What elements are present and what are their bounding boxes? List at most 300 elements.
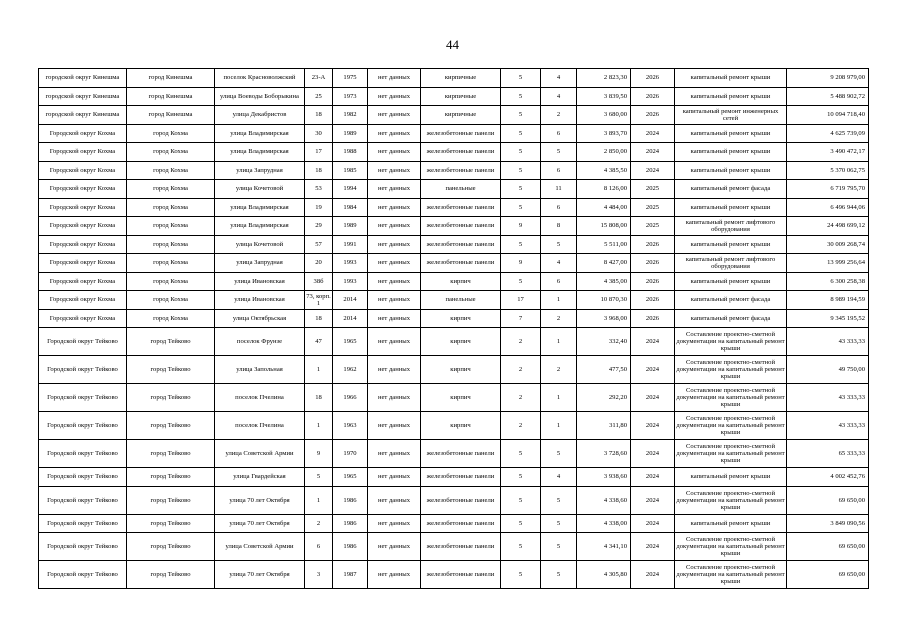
- floors-cell: 5: [501, 486, 541, 514]
- cost-cell: 6 496 944,06: [787, 198, 869, 217]
- area-cell: 2 823,30: [577, 69, 631, 88]
- floors-cell: 5: [501, 124, 541, 143]
- locality-cell: город Тейково: [127, 533, 215, 561]
- municipality-cell: Городской округ Кохма: [39, 272, 127, 291]
- locality-cell: город Тейково: [127, 356, 215, 384]
- year-built-cell: 1985: [333, 161, 368, 180]
- year-commissioned-cell: нет данных: [368, 69, 421, 88]
- street-cell: поселок Пчелина: [215, 384, 305, 412]
- work-type-cell: Составление проектно-сметной документации на капитальный ремонт крыши: [675, 328, 787, 356]
- street-cell: улица Советской Армии: [215, 533, 305, 561]
- plan-year-cell: 2024: [631, 514, 675, 533]
- street-cell: улица 70 лет Октября: [215, 514, 305, 533]
- municipality-cell: Городской округ Кохма: [39, 291, 127, 310]
- locality-cell: город Кохма: [127, 254, 215, 273]
- house-number-cell: 18: [305, 106, 333, 125]
- municipality-cell: городской округ Кинешма: [39, 69, 127, 88]
- plan-year-cell: 2026: [631, 106, 675, 125]
- year-built-cell: 1989: [333, 124, 368, 143]
- year-commissioned-cell: нет данных: [368, 235, 421, 254]
- municipality-cell: Городской округ Тейково: [39, 356, 127, 384]
- plan-year-cell: 2026: [631, 69, 675, 88]
- locality-cell: город Кинешма: [127, 106, 215, 125]
- wall-material-cell: железобетонные панели: [421, 514, 501, 533]
- municipality-cell: Городской округ Кохма: [39, 180, 127, 199]
- floors-cell: 5: [501, 143, 541, 162]
- house-number-cell: 18: [305, 309, 333, 328]
- floors-cell: 5: [501, 161, 541, 180]
- cost-cell: 13 999 256,64: [787, 254, 869, 273]
- house-number-cell: 1: [305, 356, 333, 384]
- year-commissioned-cell: нет данных: [368, 254, 421, 273]
- cost-cell: 9 208 979,00: [787, 69, 869, 88]
- year-built-cell: 1994: [333, 180, 368, 199]
- table-row: [39, 291, 869, 310]
- street-cell: улица Декабристов: [215, 106, 305, 125]
- plan-year-cell: 2026: [631, 254, 675, 273]
- street-cell: улица Запольная: [215, 356, 305, 384]
- municipality-cell: Городской округ Кохма: [39, 198, 127, 217]
- area-cell: 3 680,00: [577, 106, 631, 125]
- year-commissioned-cell: нет данных: [368, 291, 421, 310]
- year-built-cell: 1988: [333, 143, 368, 162]
- year-built-cell: 1989: [333, 217, 368, 236]
- street-cell: улица Владимирская: [215, 217, 305, 236]
- table-row: [39, 106, 869, 125]
- area-cell: 4 385,00: [577, 272, 631, 291]
- work-type-cell: Составление проектно-сметной документации на капитальный ремонт крыши: [675, 561, 787, 589]
- wall-material-cell: железобетонные панели: [421, 254, 501, 273]
- year-commissioned-cell: нет данных: [368, 180, 421, 199]
- floors-cell: 5: [501, 440, 541, 468]
- year-built-cell: 2014: [333, 291, 368, 310]
- year-built-cell: 1984: [333, 198, 368, 217]
- area-cell: 3 938,60: [577, 468, 631, 487]
- floors-cell: 5: [501, 561, 541, 589]
- cost-cell: 10 094 718,40: [787, 106, 869, 125]
- locality-cell: город Кинешма: [127, 87, 215, 106]
- house-number-cell: 17: [305, 143, 333, 162]
- year-commissioned-cell: нет данных: [368, 161, 421, 180]
- house-number-cell: 38б: [305, 272, 333, 291]
- work-type-cell: капитальный ремонт крыши: [675, 143, 787, 162]
- plan-year-cell: 2026: [631, 272, 675, 291]
- year-commissioned-cell: нет данных: [368, 106, 421, 125]
- work-type-cell: Составление проектно-сметной документации на капитальный ремонт крыши: [675, 384, 787, 412]
- cost-cell: 6 300 258,38: [787, 272, 869, 291]
- table-row: [39, 87, 869, 106]
- year-built-cell: 1982: [333, 106, 368, 125]
- table-row: [39, 561, 869, 589]
- house-number-cell: 1: [305, 486, 333, 514]
- entrances-cell: 8: [541, 217, 577, 236]
- municipality-cell: Городской округ Тейково: [39, 486, 127, 514]
- year-built-cell: 1965: [333, 468, 368, 487]
- table-row: [39, 235, 869, 254]
- municipality-cell: Городской округ Кохма: [39, 235, 127, 254]
- entrances-cell: 6: [541, 272, 577, 291]
- cost-cell: 69 650,00: [787, 561, 869, 589]
- year-built-cell: 1970: [333, 440, 368, 468]
- plan-year-cell: 2024: [631, 356, 675, 384]
- floors-cell: 5: [501, 106, 541, 125]
- floors-cell: 5: [501, 514, 541, 533]
- cost-cell: 4 002 452,76: [787, 468, 869, 487]
- municipality-cell: Городской округ Кохма: [39, 217, 127, 236]
- locality-cell: город Кохма: [127, 291, 215, 310]
- year-commissioned-cell: нет данных: [368, 143, 421, 162]
- work-type-cell: капитальный ремонт инженерных сетей: [675, 106, 787, 125]
- locality-cell: город Тейково: [127, 384, 215, 412]
- work-type-cell: капитальный ремонт крыши: [675, 468, 787, 487]
- street-cell: поселок Фрунзе: [215, 328, 305, 356]
- table-row: [39, 272, 869, 291]
- page-number: 44: [446, 37, 459, 52]
- year-commissioned-cell: нет данных: [368, 272, 421, 291]
- year-built-cell: 1993: [333, 272, 368, 291]
- year-commissioned-cell: нет данных: [368, 124, 421, 143]
- house-number-cell: 19: [305, 198, 333, 217]
- locality-cell: город Кохма: [127, 180, 215, 199]
- street-cell: улица Ивановская: [215, 272, 305, 291]
- table-row: [39, 254, 869, 273]
- entrances-cell: 6: [541, 198, 577, 217]
- wall-material-cell: кирпич: [421, 384, 501, 412]
- area-cell: 4 341,10: [577, 533, 631, 561]
- table-row: [39, 384, 869, 412]
- entrances-cell: 1: [541, 328, 577, 356]
- cost-cell: 43 333,33: [787, 384, 869, 412]
- street-cell: улица Владимирская: [215, 143, 305, 162]
- floors-cell: 5: [501, 180, 541, 199]
- street-cell: улица Запрудная: [215, 161, 305, 180]
- work-type-cell: Составление проектно-сметной документации на капитальный ремонт крыши: [675, 486, 787, 514]
- plan-year-cell: 2024: [631, 561, 675, 589]
- area-cell: 15 808,00: [577, 217, 631, 236]
- housing-register-table: [38, 68, 869, 589]
- municipality-cell: городской округ Кинешма: [39, 106, 127, 125]
- year-commissioned-cell: нет данных: [368, 309, 421, 328]
- work-type-cell: капитальный ремонт фасада: [675, 180, 787, 199]
- locality-cell: город Кохма: [127, 143, 215, 162]
- street-cell: улица Кочетовой: [215, 180, 305, 199]
- wall-material-cell: кирпич: [421, 412, 501, 440]
- house-number-cell: 3: [305, 561, 333, 589]
- municipality-cell: Городской округ Тейково: [39, 514, 127, 533]
- entrances-cell: 2: [541, 106, 577, 125]
- municipality-cell: Городской округ Кохма: [39, 254, 127, 273]
- work-type-cell: капитальный ремонт крыши: [675, 235, 787, 254]
- table-row: [39, 486, 869, 514]
- cost-cell: 43 333,33: [787, 412, 869, 440]
- house-number-cell: 9: [305, 440, 333, 468]
- table-row: [39, 217, 869, 236]
- entrances-cell: 5: [541, 440, 577, 468]
- floors-cell: 2: [501, 384, 541, 412]
- municipality-cell: Городской округ Тейково: [39, 384, 127, 412]
- street-cell: улица Советской Армии: [215, 440, 305, 468]
- plan-year-cell: 2024: [631, 161, 675, 180]
- cost-cell: 30 009 268,74: [787, 235, 869, 254]
- work-type-cell: Составление проектно-сметной документации на капитальный ремонт крыши: [675, 412, 787, 440]
- area-cell: 10 870,30: [577, 291, 631, 310]
- entrances-cell: 5: [541, 561, 577, 589]
- year-commissioned-cell: нет данных: [368, 217, 421, 236]
- entrances-cell: 5: [541, 486, 577, 514]
- area-cell: 8 126,00: [577, 180, 631, 199]
- entrances-cell: 1: [541, 291, 577, 310]
- wall-material-cell: кирпичные: [421, 87, 501, 106]
- house-number-cell: 29: [305, 217, 333, 236]
- floors-cell: 7: [501, 309, 541, 328]
- entrances-cell: 11: [541, 180, 577, 199]
- wall-material-cell: кирпич: [421, 356, 501, 384]
- year-built-cell: 1991: [333, 235, 368, 254]
- plan-year-cell: 2024: [631, 486, 675, 514]
- street-cell: улица Кочетовой: [215, 235, 305, 254]
- wall-material-cell: железобетонные панели: [421, 217, 501, 236]
- year-commissioned-cell: нет данных: [368, 384, 421, 412]
- wall-material-cell: железобетонные панели: [421, 486, 501, 514]
- year-commissioned-cell: нет данных: [368, 87, 421, 106]
- year-built-cell: 2014: [333, 309, 368, 328]
- work-type-cell: капитальный ремонт фасада: [675, 309, 787, 328]
- year-built-cell: 1966: [333, 384, 368, 412]
- plan-year-cell: 2024: [631, 440, 675, 468]
- entrances-cell: 4: [541, 468, 577, 487]
- year-built-cell: 1987: [333, 561, 368, 589]
- year-built-cell: 1993: [333, 254, 368, 273]
- street-cell: улица Воеводы Боборыкина: [215, 87, 305, 106]
- table-row: [39, 412, 869, 440]
- wall-material-cell: железобетонные панели: [421, 235, 501, 254]
- locality-cell: город Кинешма: [127, 69, 215, 88]
- house-number-cell: 1: [305, 412, 333, 440]
- locality-cell: город Тейково: [127, 561, 215, 589]
- floors-cell: 5: [501, 235, 541, 254]
- table-row: [39, 468, 869, 487]
- entrances-cell: 1: [541, 412, 577, 440]
- entrances-cell: 5: [541, 533, 577, 561]
- year-commissioned-cell: нет данных: [368, 533, 421, 561]
- floors-cell: 5: [501, 272, 541, 291]
- municipality-cell: Городской округ Тейково: [39, 468, 127, 487]
- house-number-cell: 5: [305, 468, 333, 487]
- work-type-cell: Составление проектно-сметной документации на капитальный ремонт крыши: [675, 533, 787, 561]
- cost-cell: 5 488 902,72: [787, 87, 869, 106]
- area-cell: 332,40: [577, 328, 631, 356]
- year-commissioned-cell: нет данных: [368, 412, 421, 440]
- wall-material-cell: железобетонные панели: [421, 124, 501, 143]
- year-commissioned-cell: нет данных: [368, 440, 421, 468]
- plan-year-cell: 2026: [631, 291, 675, 310]
- municipality-cell: Городской округ Тейково: [39, 533, 127, 561]
- cost-cell: 49 750,00: [787, 356, 869, 384]
- work-type-cell: капитальный ремонт лифтового оборудования: [675, 217, 787, 236]
- table-body: [39, 69, 869, 589]
- municipality-cell: Городской округ Кохма: [39, 143, 127, 162]
- work-type-cell: Составление проектно-сметной документации на капитальный ремонт крыши: [675, 356, 787, 384]
- floors-cell: 17: [501, 291, 541, 310]
- work-type-cell: капитальный ремонт крыши: [675, 124, 787, 143]
- cost-cell: 69 650,00: [787, 486, 869, 514]
- wall-material-cell: железобетонные панели: [421, 143, 501, 162]
- street-cell: улица Запрудная: [215, 254, 305, 273]
- plan-year-cell: 2026: [631, 309, 675, 328]
- house-number-cell: 18: [305, 161, 333, 180]
- area-cell: 8 427,00: [577, 254, 631, 273]
- wall-material-cell: железобетонные панели: [421, 468, 501, 487]
- street-cell: улица Ивановская: [215, 291, 305, 310]
- wall-material-cell: кирпич: [421, 309, 501, 328]
- entrances-cell: 6: [541, 124, 577, 143]
- plan-year-cell: 2026: [631, 235, 675, 254]
- cost-cell: 24 498 699,12: [787, 217, 869, 236]
- wall-material-cell: железобетонные панели: [421, 440, 501, 468]
- entrances-cell: 2: [541, 309, 577, 328]
- cost-cell: 3 490 472,17: [787, 143, 869, 162]
- work-type-cell: капитальный ремонт фасада: [675, 291, 787, 310]
- house-number-cell: 6: [305, 533, 333, 561]
- cost-cell: 4 625 739,09: [787, 124, 869, 143]
- work-type-cell: капитальный ремонт крыши: [675, 272, 787, 291]
- municipality-cell: Городской округ Кохма: [39, 161, 127, 180]
- municipality-cell: городской округ Кинешма: [39, 87, 127, 106]
- year-built-cell: 1963: [333, 412, 368, 440]
- cost-cell: 43 333,33: [787, 328, 869, 356]
- area-cell: 4 338,00: [577, 514, 631, 533]
- wall-material-cell: кирпич: [421, 272, 501, 291]
- wall-material-cell: железобетонные панели: [421, 533, 501, 561]
- house-number-cell: 20: [305, 254, 333, 273]
- table-row: [39, 124, 869, 143]
- work-type-cell: капитальный ремонт лифтового оборудования: [675, 254, 787, 273]
- locality-cell: город Тейково: [127, 328, 215, 356]
- plan-year-cell: 2024: [631, 468, 675, 487]
- plan-year-cell: 2024: [631, 143, 675, 162]
- locality-cell: город Кохма: [127, 198, 215, 217]
- entrances-cell: 4: [541, 254, 577, 273]
- house-number-cell: 57: [305, 235, 333, 254]
- entrances-cell: 5: [541, 514, 577, 533]
- year-built-cell: 1986: [333, 514, 368, 533]
- cost-cell: 65 333,33: [787, 440, 869, 468]
- locality-cell: город Тейково: [127, 486, 215, 514]
- house-number-cell: 47: [305, 328, 333, 356]
- municipality-cell: Городской округ Кохма: [39, 309, 127, 328]
- entrances-cell: 4: [541, 69, 577, 88]
- floors-cell: 9: [501, 254, 541, 273]
- entrances-cell: 1: [541, 384, 577, 412]
- entrances-cell: 5: [541, 235, 577, 254]
- plan-year-cell: 2025: [631, 217, 675, 236]
- house-number-cell: 23-А: [305, 69, 333, 88]
- plan-year-cell: 2025: [631, 180, 675, 199]
- floors-cell: 2: [501, 328, 541, 356]
- municipality-cell: Городской округ Тейково: [39, 561, 127, 589]
- locality-cell: город Кохма: [127, 124, 215, 143]
- work-type-cell: капитальный ремонт крыши: [675, 161, 787, 180]
- table-row: [39, 328, 869, 356]
- plan-year-cell: 2024: [631, 384, 675, 412]
- area-cell: 4 305,80: [577, 561, 631, 589]
- floors-cell: 5: [501, 69, 541, 88]
- floors-cell: 2: [501, 412, 541, 440]
- street-cell: поселок Красноволжский: [215, 69, 305, 88]
- table-row: [39, 356, 869, 384]
- floors-cell: 9: [501, 217, 541, 236]
- area-cell: 477,50: [577, 356, 631, 384]
- wall-material-cell: кирпич: [421, 328, 501, 356]
- year-built-cell: 1986: [333, 486, 368, 514]
- table-row: [39, 143, 869, 162]
- work-type-cell: капитальный ремонт крыши: [675, 87, 787, 106]
- wall-material-cell: кирпичные: [421, 69, 501, 88]
- plan-year-cell: 2024: [631, 533, 675, 561]
- locality-cell: город Кохма: [127, 161, 215, 180]
- table-row: [39, 309, 869, 328]
- locality-cell: город Кохма: [127, 309, 215, 328]
- area-cell: 292,20: [577, 384, 631, 412]
- floors-cell: 5: [501, 198, 541, 217]
- house-number-cell: 73, корп. 1: [305, 291, 333, 310]
- locality-cell: город Кохма: [127, 217, 215, 236]
- area-cell: 3 893,70: [577, 124, 631, 143]
- wall-material-cell: железобетонные панели: [421, 198, 501, 217]
- work-type-cell: Составление проектно-сметной документации на капитальный ремонт крыши: [675, 440, 787, 468]
- locality-cell: город Кохма: [127, 272, 215, 291]
- year-built-cell: 1975: [333, 69, 368, 88]
- area-cell: 2 850,00: [577, 143, 631, 162]
- wall-material-cell: кирпичные: [421, 106, 501, 125]
- floors-cell: 5: [501, 468, 541, 487]
- work-type-cell: капитальный ремонт крыши: [675, 69, 787, 88]
- year-commissioned-cell: нет данных: [368, 468, 421, 487]
- entrances-cell: 2: [541, 356, 577, 384]
- entrances-cell: 5: [541, 143, 577, 162]
- table-row: [39, 161, 869, 180]
- entrances-cell: 6: [541, 161, 577, 180]
- year-built-cell: 1965: [333, 328, 368, 356]
- cost-cell: 9 345 195,52: [787, 309, 869, 328]
- wall-material-cell: панельные: [421, 180, 501, 199]
- floors-cell: 5: [501, 87, 541, 106]
- street-cell: улица Октябрьская: [215, 309, 305, 328]
- wall-material-cell: железобетонные панели: [421, 161, 501, 180]
- cost-cell: 6 719 795,70: [787, 180, 869, 199]
- municipality-cell: Городской округ Кохма: [39, 124, 127, 143]
- cost-cell: 69 650,00: [787, 533, 869, 561]
- street-cell: улица Владимирская: [215, 124, 305, 143]
- municipality-cell: Городской округ Тейково: [39, 440, 127, 468]
- plan-year-cell: 2025: [631, 198, 675, 217]
- area-cell: 311,80: [577, 412, 631, 440]
- street-cell: поселок Пчелина: [215, 412, 305, 440]
- locality-cell: город Кохма: [127, 235, 215, 254]
- municipality-cell: Городской округ Тейково: [39, 328, 127, 356]
- house-number-cell: 2: [305, 514, 333, 533]
- year-commissioned-cell: нет данных: [368, 561, 421, 589]
- area-cell: 5 511,00: [577, 235, 631, 254]
- cost-cell: 8 989 194,59: [787, 291, 869, 310]
- street-cell: улица 70 лет Октября: [215, 486, 305, 514]
- year-built-cell: 1986: [333, 533, 368, 561]
- municipality-cell: Городской округ Тейково: [39, 412, 127, 440]
- table-row: [39, 69, 869, 88]
- area-cell: 4 484,00: [577, 198, 631, 217]
- year-built-cell: 1973: [333, 87, 368, 106]
- table-row: [39, 198, 869, 217]
